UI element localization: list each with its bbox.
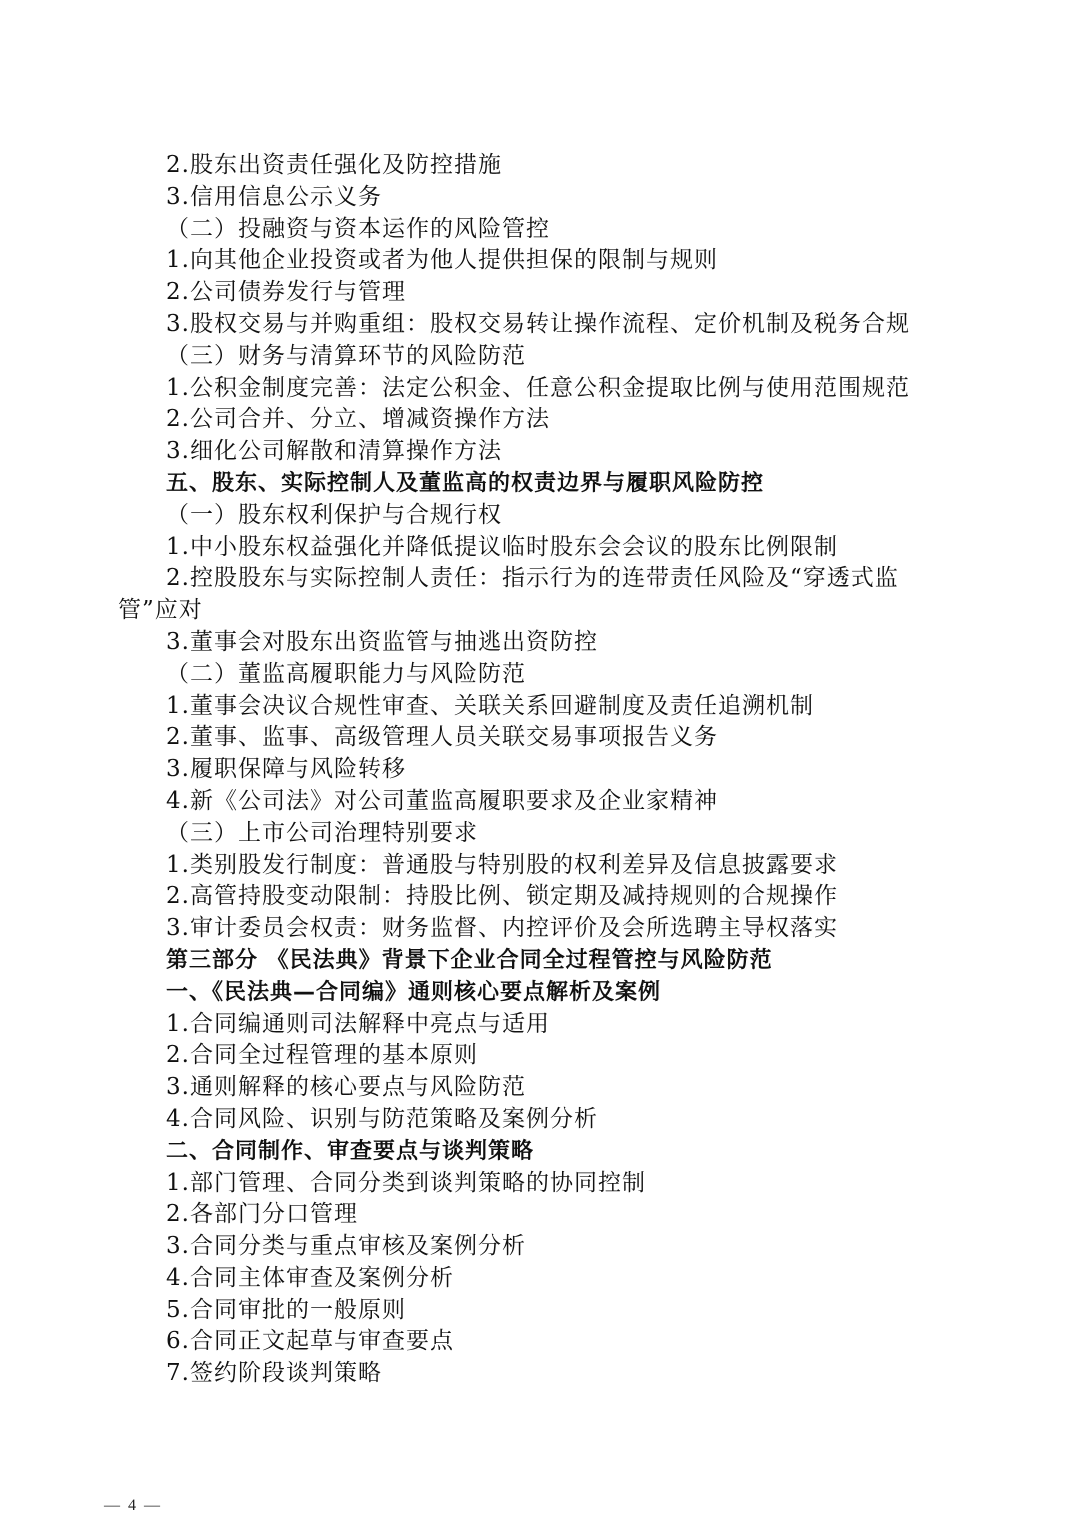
text-line: 1.中小股东权益强化并降低提议临时股东会会议的股东比例限制 (166, 533, 838, 560)
text-line: （二）董监高履职能力与风险防范 (166, 660, 526, 687)
text-line: 5.合同审批的一般原则 (166, 1296, 406, 1323)
section-heading: 二、合同制作、审查要点与谈判策略 (166, 1138, 535, 1164)
text-line: 1.类别股发行制度：普通股与特别股的权利差异及信息披露要求 (166, 851, 838, 878)
text-line: 2.高管持股变动限制：持股比例、锁定期及减持规则的合规操作 (166, 883, 838, 910)
text-line: 2.公司债券发行与管理 (166, 279, 406, 306)
text-line: 1.董事会决议合规性审查、关联关系回避制度及责任追溯机制 (166, 692, 814, 719)
section-heading: 一、《民法典—合同编》通则核心要点解析及案例 (166, 979, 662, 1005)
text-line: 3.通则解释的核心要点与风险防范 (166, 1074, 526, 1101)
text-line: 1.向其他企业投资或者为他人提供担保的限制与规则 (166, 247, 718, 274)
text-line: 7.签约阶段谈判策略 (166, 1360, 382, 1387)
text-line: 2.董事、监事、高级管理人员关联交易事项报告义务 (166, 724, 718, 751)
text-line: （三）上市公司治理特别要求 (166, 819, 478, 846)
text-line: 3.董事会对股东出资监管与抽逃出资防控 (166, 628, 598, 655)
text-line: （一）股东权利保护与合规行权 (166, 501, 502, 528)
text-line: 4.合同风险、识别与防范策略及案例分析 (166, 1105, 598, 1132)
text-line: 4.合同主体审查及案例分析 (166, 1264, 454, 1291)
text-line: 6.合同正文起草与审查要点 (166, 1328, 454, 1355)
page-number: — 4 — (104, 1497, 162, 1514)
text-line: 3.股权交易与并购重组：股权交易转让操作流程、定价机制及税务合规 (166, 310, 910, 337)
text-line: 3.合同分类与重点审核及案例分析 (166, 1233, 526, 1260)
text-line: 3.审计委员会权责：财务监督、内控评价及会所选聘主导权落实 (166, 915, 838, 942)
text-line: （三）财务与清算环节的风险防范 (166, 342, 526, 369)
text-line: 1.合同编通则司法解释中亮点与适用 (166, 1010, 550, 1037)
text-line: 1.公积金制度完善：法定公积金、任意公积金提取比例与使用范围规范 (166, 374, 910, 401)
section-heading: 五、股东、实际控制人及董监高的权责边界与履职风险防控 (166, 470, 765, 496)
text-line: 2.各部门分口管理 (166, 1201, 358, 1228)
text-line: 2.公司合并、分立、增减资操作方法 (166, 406, 550, 433)
text-line: 3.履职保障与风险转移 (166, 756, 406, 783)
text-line: 3.信用信息公示义务 (166, 183, 382, 210)
text-line: 管”应对 (118, 597, 203, 624)
text-line: 2.控股股东与实际控制人责任：指示行为的连带责任风险及“穿透式监 (166, 565, 899, 592)
text-line: （二）投融资与资本运作的风险管控 (166, 215, 550, 242)
text-line: 1.部门管理、合同分类到谈判策略的协同控制 (166, 1169, 646, 1196)
text-line: 4.新《公司法》对公司董监高履职要求及企业家精神 (166, 787, 718, 814)
text-line: 2.股东出资责任强化及防控措施 (166, 152, 502, 178)
text-line: 2.合同全过程管理的基本原则 (166, 1042, 478, 1069)
text-line: 3.细化公司解散和清算操作方法 (166, 438, 502, 465)
document-body (118, 150, 948, 1390)
section-heading: 第三部分 《民法典》背景下企业合同全过程管控与风险防范 (166, 947, 773, 973)
